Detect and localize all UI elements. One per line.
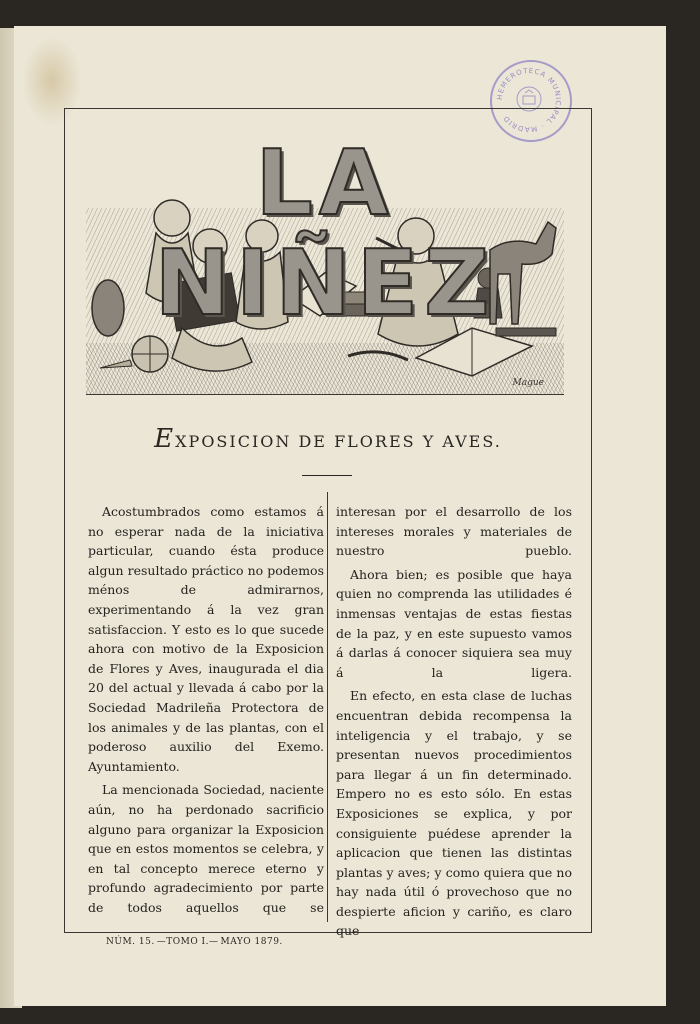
masthead-illustration <box>86 128 564 395</box>
title-rule <box>302 475 352 476</box>
issue-footer <box>106 937 285 947</box>
paragraph: En efecto, en esta clase de luchas encuentran debida recompensa la inteligencia y el trabajo, y se presentan nuevos procedimientos para llegar á un fin determinado. Empero no es esto sólo. En estas Exposiciones se explica, y por consiguiente puédese aprender la aplicacion que tienen las distintas plantas y aves; y como quiera que no hay nada útil ó provechoso que no despierte aficion y cariño, es claro que <box>336 688 572 939</box>
article-title <box>64 424 592 454</box>
paragraph: Ahora bien; es posible que haya quien no comprenda las utilidades é inmensas ventajas de estas fiestas de la paz, y en este supuesto vamos á darlas á conocer siquiera sea muy á la ligera. <box>336 566 572 680</box>
paragraph: interesan por el desarrollo de los intereses morales y materiales de nuestro pueblo. <box>336 504 572 559</box>
article-title-initial: E <box>154 424 176 454</box>
paragraph: Acostumbrados como estamos á no esperar nada de la iniciativa particular, cuando ésta produce algun resultado práctico no podemos ménos de admirarnos, experimentando á la vez gran satisfaccion. Y esto es lo que sucede ahora con motivo de la Exposicion de Flores y Aves, inaugurada el dia 20 del actual y llevada á cabo por la Sociedad Madrileña Protectora de los animales y de las plantas, con el poderoso auxilio del Exemo. Ayuntamiento. <box>88 504 324 774</box>
article-right-column <box>336 502 572 945</box>
article-title-rest: XPOSICION DE FLORES Y AVES. <box>175 432 502 451</box>
article-left-column <box>88 502 324 921</box>
engraver-signature: Mague <box>512 378 544 388</box>
issue-volume: —TOMO I.— <box>156 937 219 947</box>
column-divider <box>327 492 328 922</box>
issue-number: NÚM. 15. <box>106 937 155 947</box>
paragraph: La mencionada Sociedad, naciente aún, no ha perdonado sacrificio alguno para organizar la Exposicion que en estos momentos se celebra, y en tal concepto merece eterno y profundo agradecimiento por parte de todos aquellos que se <box>88 782 324 915</box>
masthead-title: LA NIÑEZ <box>154 131 496 336</box>
stamp-text: HEMEROTECA MUNICIPAL · MADRID <box>495 66 563 134</box>
issue-date: MAYO 1879. <box>220 937 283 947</box>
